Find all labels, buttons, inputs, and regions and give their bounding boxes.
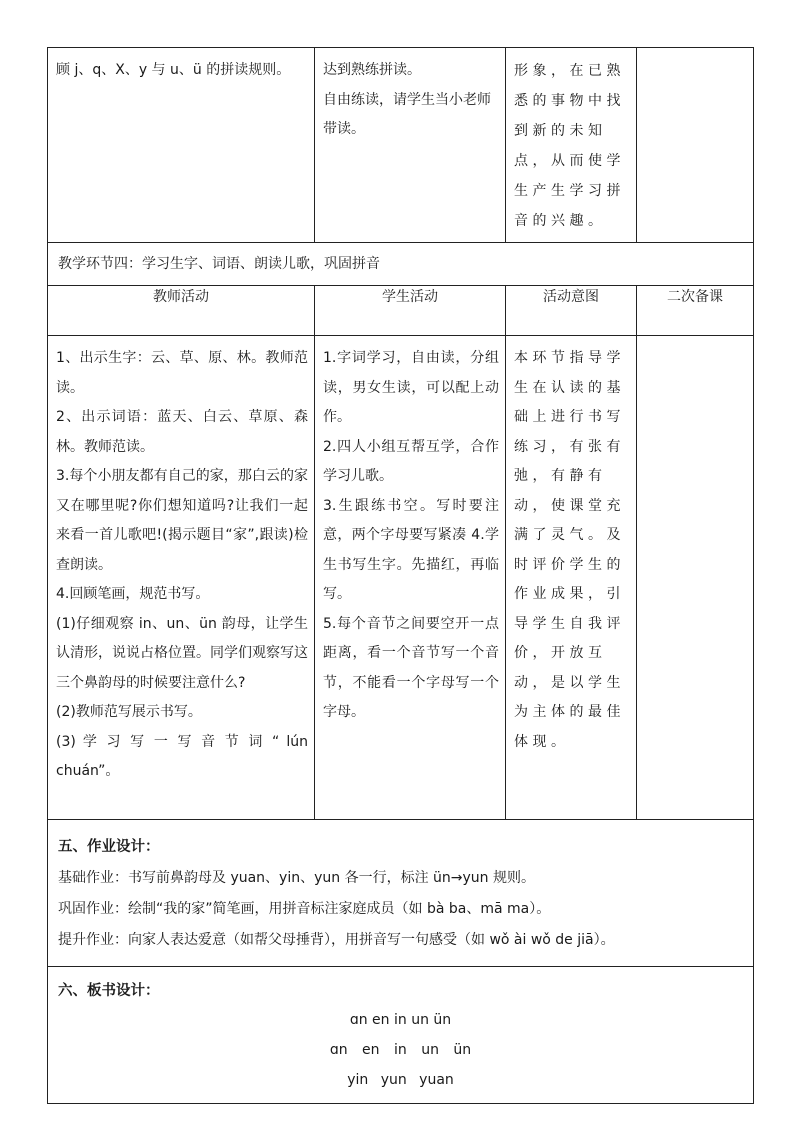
- header-teacher: 教师活动: [48, 286, 315, 336]
- teacher-item-7: (3) 学 习 写 一 写 音 节 词 “ lún chuán”。: [56, 733, 308, 779]
- prev-intent-text: 形象，在已熟悉的事物中找到新的未知点，从而使学生产生学习拼音的兴趣。: [514, 63, 625, 229]
- student-item-4: 5.每个音节之间要空开一点距离，看一个音节写一个音节，不能看一个字母写一个 字母。: [323, 615, 499, 720]
- intent-text: 本环节指导学生在认读的基础上进行书写练习，有张有弛，有静有动，使课堂充满了灵气。及时评价学生的作业成果，引导学生自我评价，开放互动，是以学生为主体的最佳体现。: [514, 350, 625, 750]
- header-student: 学生活动: [315, 286, 506, 336]
- teacher-item-2: 2、出示词语：蓝天、白云、草原、森林。教师范读。: [56, 409, 308, 455]
- homework-cell: [48, 820, 754, 967]
- lesson-plan-table: [47, 47, 754, 1104]
- teacher-item-6: (2)教师范写展示书写。: [56, 704, 202, 720]
- prev-extra-cell: [637, 48, 754, 243]
- homework-consolidate: 巩固作业：绘制“我的家”简笔画，用拼音标注家庭成员（如 bà ba、mā ma）。: [58, 901, 551, 917]
- teacher-item-5: (1)仔细观察 in、un、ün 韵母，让学生认清形，说说占格位置。同学们观察写这 三个鼻韵母的时候要注意什么?: [56, 615, 308, 691]
- stage4-cell: [48, 243, 754, 286]
- board-title: 六、板书设计：: [58, 983, 160, 999]
- homework-row: [48, 820, 754, 967]
- prev-student-line-1: 达到熟练拼读。: [323, 62, 421, 78]
- header-extra: 二次备课: [637, 286, 754, 336]
- prev-intent-cell: [506, 48, 637, 243]
- board-line-1: ɑn en in un ün: [349, 1012, 452, 1028]
- homework-extend: 提升作业：向家人表达爱意（如帮父母捶背），用拼音写一句感受（如 wǒ ài wǒ de jiā）。: [58, 932, 615, 948]
- header-intent: 活动意图: [506, 286, 637, 336]
- teacher-item-3: 3.每个小朋友都有自己的家，那白云的家又在哪里呢?你们想知道吗?让我们一起 来看一首儿歌吧!(揭示题目“家”,跟读)检查朗读。: [56, 468, 308, 573]
- extra-cell: [637, 336, 754, 820]
- board-cell: [48, 967, 754, 1104]
- stage4-title: 教学环节四：学习生字、词语、朗读儿歌，巩固拼音: [58, 256, 380, 272]
- board-row: [48, 967, 754, 1104]
- prev-teacher-text: 顾 j、q、X、y 与 u、ü 的拼读规则。: [56, 62, 291, 78]
- teacher-activity-cell: [48, 336, 315, 820]
- homework-basic: 基础作业：书写前鼻韵母及 yuan、yin、yun 各一行，标注 ün→yun 规则。: [58, 870, 535, 886]
- prev-teacher-cell: [48, 48, 315, 243]
- student-item-1: 1.字词学习，自由读，分组读，男女生读，可以配上动作。: [323, 350, 499, 425]
- stage4-row: [48, 243, 754, 286]
- teacher-item-4: 4.回顾笔画，规范书写。: [56, 586, 210, 602]
- intent-cell: [506, 336, 637, 820]
- continuation-row: [48, 48, 754, 243]
- board-line-3: yin yun yuan: [347, 1072, 454, 1088]
- homework-title: 五、作业设计：: [58, 839, 160, 855]
- activity-row: [48, 336, 754, 820]
- header-row: [48, 286, 754, 336]
- student-item-2: 2.四人小组互帮互学，合作学习儿歌。: [323, 438, 499, 484]
- board-line-2: ɑn en in un ün: [329, 1042, 472, 1058]
- teacher-item-1: 1、出示生字：云、草、原、林。教师范读。: [56, 350, 308, 396]
- prev-student-cell: [315, 48, 506, 243]
- student-item-3: 3.生跟练书空。写时要注意，两个字母要写紧凑 4.学生书写生字。先描红，再临写。: [323, 497, 499, 602]
- student-activity-cell: [315, 336, 506, 820]
- prev-student-line-2: 自由练读，请学生当小老师带读。: [323, 91, 491, 137]
